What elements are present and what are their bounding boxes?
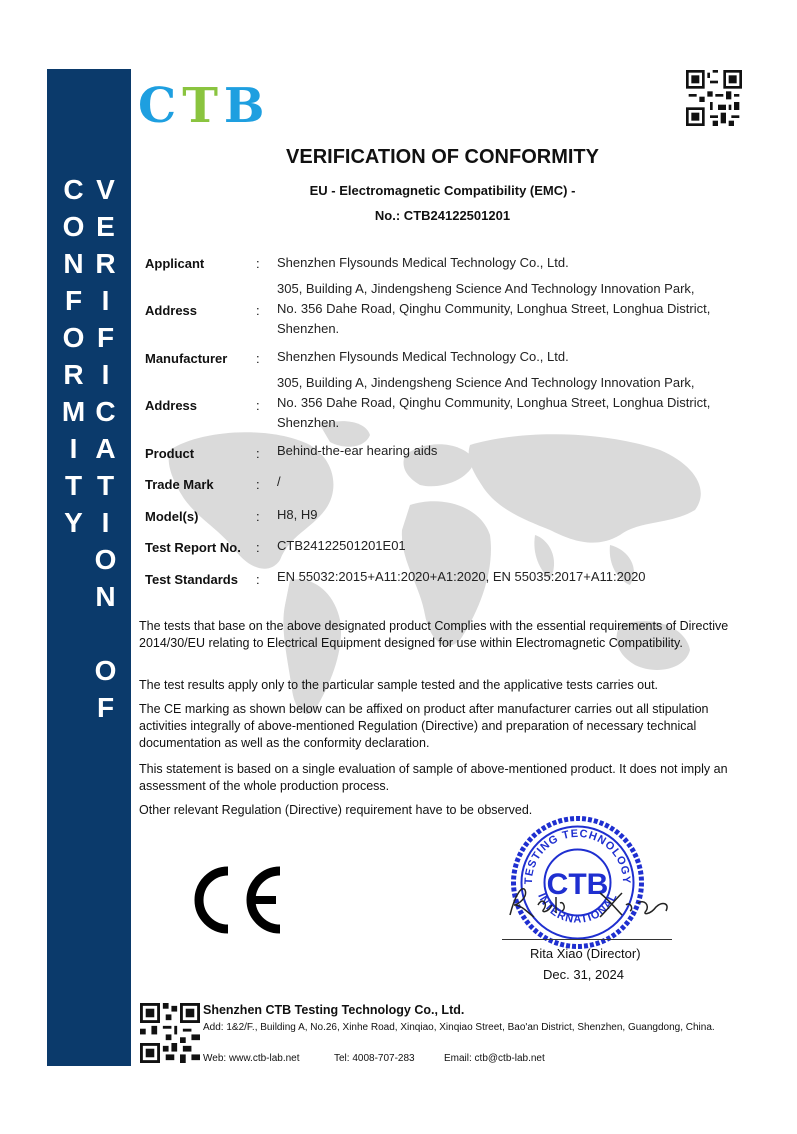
applicant-colon: : [256,256,260,271]
test-report-colon: : [256,540,260,555]
test-standards-label: Test Standards [145,572,238,587]
svg-text:INTERNATIONAL: INTERNATIONAL [535,891,620,926]
ce-marking-paragraph: The CE marking as shown below can be affixed on product after manufacturer carries out all stipulation activities integrally of above-mentioned Regulation (Directive) and preparation of necessary technical documentation as well as the conformity declaration. [139,702,709,750]
manufacturer-address-line-3: Shenzhen. [277,415,340,430]
address-line-1: 305, Building A, Jindengsheng Science And Technology Innovation Park, [277,281,695,296]
document-title: VERIFICATION OF CONFORMITY [286,146,599,168]
models-label: Model(s) [145,509,199,524]
address-colon: : [256,303,260,318]
test-report-label: Test Report No. [145,540,241,555]
manufacturer-value: Shenzhen Flysounds Medical Technology Co., Ltd. [277,349,569,364]
test-report-value: CTB24122501201E01 [277,538,406,553]
trade-mark-colon: : [256,477,260,492]
svg-text:TESTING TECHNOLOGY: TESTING TECHNOLOGY [522,827,633,885]
test-standards-colon: : [256,572,260,587]
manufacturer-address-colon: : [256,398,260,413]
manufacturer-address-line-2: No. 356 Dahe Road, Qinghu Community, Longhua Street, Longhua District, [277,395,711,410]
product-label: Product [145,446,195,461]
footer-qr-code-icon [140,1003,200,1063]
logo-letter-b: B [223,78,271,134]
issuer-telephone: Tel: 4008-707-283 [334,1053,415,1064]
trade-mark-value: / [277,474,281,489]
models-colon: : [256,509,260,524]
manufacturer-address-label: Address [145,398,198,413]
regulation-paragraph: Other relevant Regulation (Directive) requirement have to be observed. [139,803,533,817]
product-colon: : [256,446,260,461]
logo-letter-c: C [138,78,183,134]
signature-date: Dec. 31, 2024 [543,967,624,982]
trade-mark-label: Trade Mark [145,477,214,492]
compliance-paragraph: The tests that base on the above designated product Complies with the essential requirements of Directive 2014/30/EU relating to Electrical Equipment designed for use within Electromagnetic Compatibility. [139,619,729,650]
sidebar-vertical-title: VERIFICATION OF CONFORMITY [58,174,121,729]
directive-subtitle: EU - Electromagnetic Compatibility (EMC) - [309,183,576,198]
sample-paragraph: The test results apply only to the particular sample tested and the applicative tests carries out. [139,678,659,692]
issuer-company-name: Shenzhen CTB Testing Technology Co., Ltd. [203,1003,465,1017]
qr-code-icon [686,70,742,126]
address-line-2: No. 356 Dahe Road, Qinghu Community, Longhua Street, Longhua District, [277,301,711,316]
issuer-email: Email: ctb@ctb-lab.net [444,1053,545,1064]
manufacturer-address-line-1: 305, Building A, Jindengsheng Science And Technology Innovation Park, [277,375,695,390]
manufacturer-colon: : [256,351,260,366]
address-value [277,279,747,339]
handwritten-signature [500,875,680,925]
product-value: Behind-the-ear hearing aids [277,443,438,458]
applicant-label: Applicant [145,256,205,271]
signature-line [502,939,672,940]
address-label: Address [145,303,198,318]
manufacturer-address-value [277,373,747,433]
address-line-3: Shenzhen. [277,321,340,336]
manufacturer-label: Manufacturer [145,351,228,366]
issuer-website: Web: www.ctb-lab.net [203,1053,300,1064]
models-value: H8, H9 [277,507,318,522]
logo-letter-t: T [182,78,224,134]
evaluation-paragraph: This statement is based on a single evaluation of sample of above-mentioned product. It does not imply an assessment of the whole production process. [139,762,728,793]
ctb-logo [138,78,271,134]
ce-mark-icon [188,865,288,935]
signatory-name: Rita Xiao (Director) [530,946,641,961]
svg-text:CTB: CTB [546,868,609,901]
applicant-value: Shenzhen Flysounds Medical Technology Co., Ltd. [277,255,569,270]
test-standards-value: EN 55032:2015+A11:2020+A1:2020, EN 55035:2017+A11:2020 [277,569,646,584]
issuer-address: Add: 1&2/F., Building A, No.26, Xinhe Road, Xinqiao, Xinqiao Street, Bao'an District, Shenzhen, Guangdong, China. [203,1022,715,1033]
certificate-number: No.: CTB24122501201 [374,208,511,223]
